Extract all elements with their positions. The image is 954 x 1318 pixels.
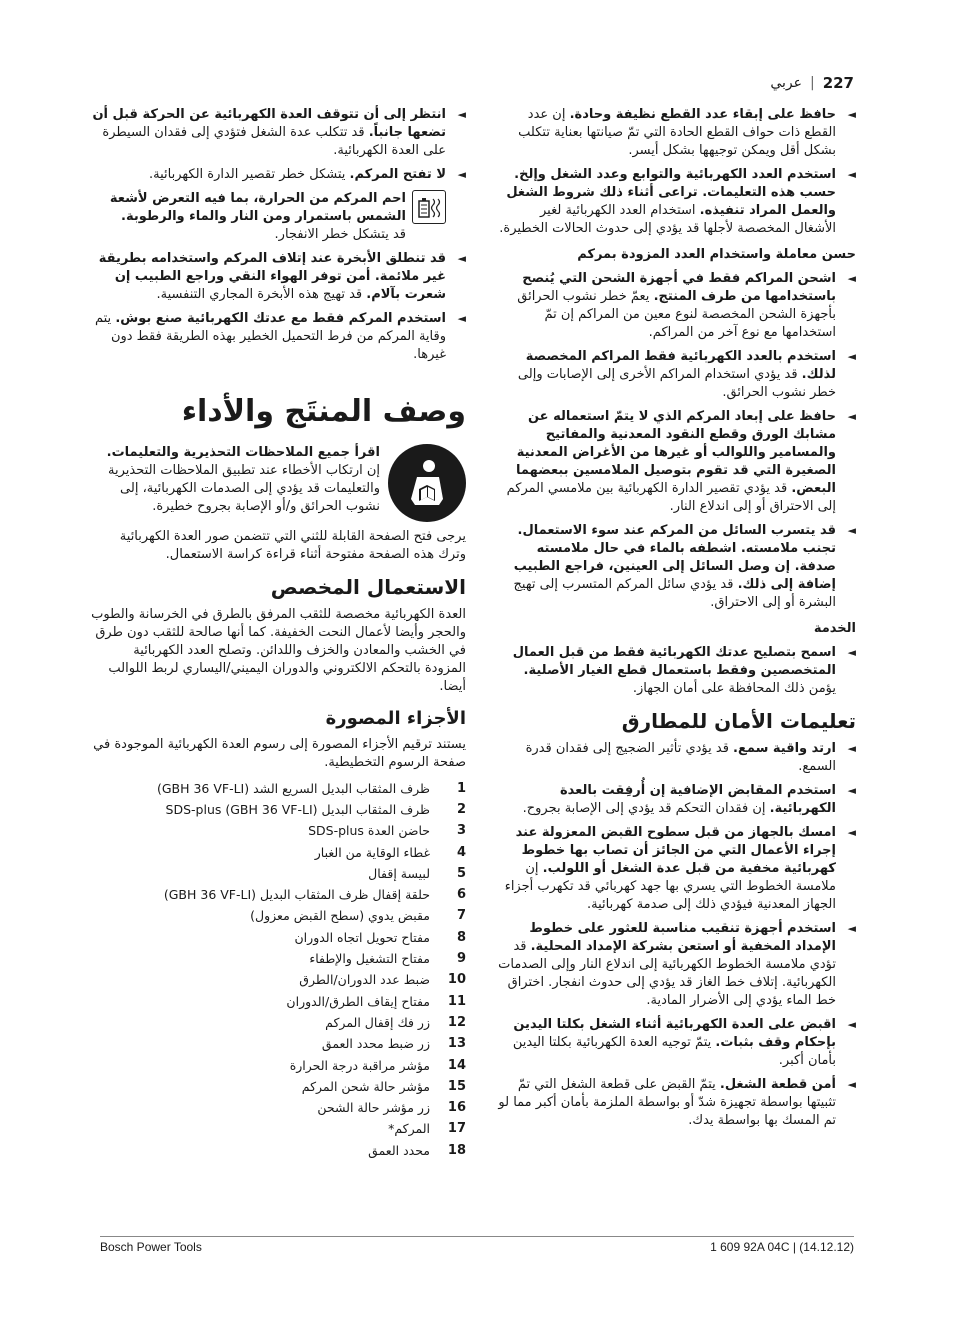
part-item (90, 821, 466, 842)
triangle-bullet-icon: ◄ (457, 312, 466, 325)
part-label: مقبض يدوي (سطح القبض معزول) (250, 908, 430, 924)
part-number: 3 (456, 823, 466, 839)
bullet-bold: ارتد واقية سمع. (733, 741, 836, 756)
triangle-bullet-icon: ◄ (847, 524, 856, 537)
triangle-bullet-icon: ◄ (847, 272, 856, 285)
part-item (90, 970, 466, 991)
part-label: زر مؤشر حالة الشحن (317, 1100, 430, 1116)
bullet-item (496, 920, 856, 1010)
part-number: 9 (456, 951, 466, 967)
battery-heading: حسن معاملة واستخدام العدد المزودة بمركم (577, 247, 856, 262)
bullet-text: يتمّ توجيه العدة الكهربائية بكلتا اليدين بأمان أكبر. (512, 1035, 836, 1068)
part-label: حلقة إقفال ظرف المثقاب البديل (GBH 36 VF-LI) (163, 887, 430, 903)
triangle-bullet-icon: ◄ (457, 252, 466, 265)
bullet-item (90, 310, 466, 364)
bullet-item (496, 1016, 856, 1070)
bullet-text: يتمّ القبض على قطعة الشغل التي تمّ تثبيتها بواسطة تجهيزة شدّ أو بواسطة الملزمة بأمان أكبر مما لو تم المسك بها بواسطة يدك. (498, 1077, 836, 1128)
triangle-bullet-icon: ◄ (457, 108, 466, 121)
part-label: لبيسة إقفال (368, 865, 430, 881)
bullet-text: قد تؤدي ملامسة الخطوط الكهربائية إلى اندلاع النار وإلى الصدمات الكهربائية. إتلاف خط الغاز قد يؤدي إلى حدوث انفجار. اختراق خط الماء يؤدي إلى الأضرار المادية. (498, 939, 836, 1008)
triangle-bullet-icon: ◄ (847, 826, 856, 839)
bullet-bold: استخدم العدد الكهربائية والتوابع وعدد الشغل وإلخ. حسب هذه التعليمات. تراعى أثناء ذلك شروط الشغل والعمل المراد تنفيذه. (506, 167, 836, 218)
part-label: مفتاح إيقاف الطرق/الدوران (286, 993, 430, 1009)
bullet-item (496, 348, 856, 402)
bullet-group-battery (496, 270, 856, 612)
part-item (90, 991, 466, 1012)
part-item (90, 799, 466, 820)
part-number: 6 (456, 887, 466, 903)
part-item (90, 948, 466, 969)
bullet-item (496, 166, 856, 238)
part-item (90, 1140, 466, 1161)
part-number: 15 (447, 1078, 466, 1094)
bullet-bold: حافظ على إبعاد المركم الذي لا يتمّ استعماله عن مشابك الورق وقطع النقود المعدنية والمفاتيح والمسامير واللوالب أو غيرها من الأغراض المعدنية الصغيرة التي قد تقوم بتوصيل الملامسين ببعضهما البعض. (516, 409, 836, 496)
bullet-bold: قد تنطلق الأبخرة عند إتلاف المركم واستخدامه بطريقة غير ملائمة. أمن توفر الهواء النقي وراجع الطبيب إن شعرت بآلام. (98, 251, 446, 302)
part-number: 17 (447, 1121, 466, 1137)
right-column (496, 106, 856, 1136)
bullet-open-battery (90, 166, 466, 184)
part-number: 10 (447, 972, 466, 988)
bullet-text: قد تهيج هذه الأبخرة المجاري التنفسية. (156, 287, 367, 302)
bullet-text: قد يؤدي استخدام المراكم الأخرى إلى الإصابات وإلى خطر نشوب الحرائق. (517, 367, 836, 400)
main-section-title: وصف المنتَج والأداء (181, 394, 466, 429)
parts-list (90, 778, 466, 1161)
triangle-bullet-icon: ◄ (847, 646, 856, 659)
part-number: 11 (447, 993, 466, 1009)
part-number: 5 (456, 865, 466, 881)
footer-divider (100, 1236, 854, 1237)
part-item (90, 1076, 466, 1097)
part-number: 2 (456, 801, 466, 817)
bullet-text: يتم وقاية المركم من فرط التحميل الخطير بهذه الطريقة فقط دون غيرها. (94, 311, 446, 362)
bullet-item (496, 782, 856, 818)
heat-warning-icon (412, 190, 446, 224)
intended-use-text: العدة الكهربائية مخصصة للثقب المرفق بالطرق في الخرسانة والطوب والحجر وأيضا لأعمال النحت الخفيفة. كما أنها صالحة للثقب دون طرق في الخشب والمعادن والخزف واللدائن. وتصلح العدد الكهربائية المزودة بالتحكم الالكتروني والدوران اليميني/اليساري لربط اللوالب أيضا. (91, 607, 466, 694)
part-item (90, 863, 466, 884)
bullet-bold: اسمح بتصليح عدتك الكهربائية فقط من قبل العمال المتخصصين وفقط باستعمال قطع الغيار الأصلية. (512, 645, 836, 678)
part-item (90, 1012, 466, 1033)
bullet-bold: لا تفتح المركم. (349, 167, 446, 182)
bullet-bold: احم المركم من الحرارة، بما فيه التعرض لأشعة الشمس باستمرار ومن النار والماء والرطوبة. (109, 191, 406, 224)
bullet-text: يتشكل خطر تقصير الدارة الكهربائية. (149, 167, 350, 182)
part-number: 14 (447, 1057, 466, 1073)
service-heading: الخدمة (813, 621, 856, 636)
part-label: غطاء الوقاية من الغبار (314, 844, 430, 860)
part-item (90, 906, 466, 927)
bullet-bold: امسك بالجهاز من قبل سطوح القبض المعزولة عند إجراء الأعمال التي من الجائز أن تصاب بها خطوط كهربائية مخفية من قبل عدة الشغل أو اللولب. (515, 825, 836, 876)
triangle-bullet-icon: ◄ (847, 784, 856, 797)
part-number: 16 (447, 1100, 466, 1116)
warning-text: إن ارتكاب الأخطاء عند تطبيق الملاحظات التحذيرية والتعليمات قد يؤدي إلى الصدمات الكهربائية، إلى نشوب الحرائق و/أو الإصابة بجروح خطيرة. (108, 463, 380, 514)
bullet-text: إن عدد القطع ذات حواف القطع الحادة التي تمّ صيانتها بعناية تتكلب بشكل أقل ويمكن توجيهها بشكل أيسر. (518, 107, 836, 158)
footer-brand: Bosch Power Tools (100, 1240, 202, 1254)
bullet-bold: أمن قطعة الشغل. (719, 1077, 836, 1092)
read-instructions-warning (90, 444, 466, 522)
triangle-bullet-icon: ◄ (847, 1018, 856, 1031)
triangle-bullet-icon: ◄ (847, 1078, 856, 1091)
header-separator: | (809, 75, 815, 91)
page-number: 227 (822, 74, 854, 92)
bullet-text: قد يؤدي تأثير الضجيج إلى فقدان قدرة السمع. (525, 741, 836, 774)
bullet-bold: انتظر إلى أن تتوقف العدة الكهربائية عن الحركة قبل أن تضعها جانباً. (92, 107, 446, 140)
bullet-item (496, 522, 856, 612)
part-item (90, 927, 466, 948)
bullet-wait (90, 106, 466, 160)
bullet-item (496, 270, 856, 342)
triangle-bullet-icon: ◄ (847, 410, 856, 423)
bullet-bold: استخدم المقابض الإضافية إن أُرفِقت بالعدة الكهربائية. (559, 783, 836, 816)
part-number: 8 (456, 929, 466, 945)
part-number: 12 (447, 1014, 466, 1030)
bullet-group-hammer (496, 740, 856, 1130)
part-label: ضبط عدد الدوران/الطرق (299, 972, 430, 988)
heat-warning (104, 190, 446, 244)
part-label: المركم* (388, 1121, 430, 1137)
part-label: ظرف المثقاب البديل SDS-plus (GBH 36 VF-LI) (165, 801, 430, 817)
intended-use-heading: الاستعمال المخصص (270, 575, 466, 599)
part-item (90, 778, 466, 799)
bullet-text: قد تتكلب عدة الشغل فتؤدي إلى فقدان السيطرة على العدة الكهربائية. (102, 125, 446, 158)
page-header (770, 74, 854, 92)
fold-page-paragraph: يرجى فتح الصفحة القابلة للثني التي تتضمن صور العدة الكهربائية وترك هذه الصفحة مفتوحة أثناء قراءة كراسة الاستعمال. (119, 529, 466, 562)
footer-doc-id: 1 609 92A 04C | (14.12.12) (710, 1240, 854, 1254)
bullet-item (496, 824, 856, 914)
part-number: 13 (447, 1036, 466, 1052)
part-item (90, 884, 466, 905)
part-number: 1 (456, 780, 466, 796)
bullet-bold: استخدم المركم فقط مع عدتك الكهربائية صنع بوش. (115, 311, 446, 326)
bullet-bold: استخدم أجهزة تنقيب مناسبة للعثور على خطوط الإمداد المخفية أو استعن بشركة الإمداد المحلية. (529, 921, 836, 954)
bullet-item (496, 408, 856, 516)
triangle-bullet-icon: ◄ (847, 350, 856, 363)
bullet-text: قد يؤدي سائل المركم المتسرب إلى تهيج البشرة أو إلى الاحتراق. (513, 577, 836, 610)
triangle-bullet-icon: ◄ (847, 108, 856, 121)
read-instructions-text (90, 444, 380, 516)
part-number: 4 (456, 844, 466, 860)
parts-intro: يستند ترقيم الأجزاء المصورة إلى رسوم العدة الكهربائية الموجودة في صفحة الرسوم التخطيطية. (93, 737, 466, 770)
part-label: مفتاح تحويل اتجاه الدوران (294, 929, 430, 945)
hammer-safety-heading: تعليمات الأمان للمطارق (621, 709, 856, 733)
bullet-item (496, 1076, 856, 1130)
part-item (90, 1119, 466, 1140)
bullet-text: قد يتشكل خطر الانفجار. (274, 227, 406, 242)
bullet-group-service (496, 644, 856, 698)
bullet-text: يعمّ خطر نشوب الحرائق بأجهزة الشحن المخصصة لنوع معين من المراكم إن تمّ استخدامها مع نوع آخر من المراكم. (517, 289, 836, 340)
bullet-bold: اقبض على العدة الكهربائية أثناء الشغل بكلتا اليدين بإحكام وقف بثبات. (513, 1017, 836, 1050)
left-column (90, 106, 466, 1161)
read-manual-icon (388, 444, 466, 522)
part-number: 7 (456, 908, 466, 924)
bullet-text: إن فقدان التحكم قد يؤدي إلى الإصابة بجروح. (522, 801, 770, 816)
part-label: مفتاح التشغيل والإطفاء (309, 951, 430, 967)
bullet-text: إن ملامسة الخطوط التي يسري بها جهد كهربائي قد تكهرب أجزاء الجهاز المعدنية فيؤدي ذلك إلى صدمة كهربائية. (504, 861, 836, 912)
part-item (90, 842, 466, 863)
triangle-bullet-icon: ◄ (847, 922, 856, 935)
part-label: محدد العمق (368, 1142, 430, 1158)
bullet-text: يؤمن ذلك المحافظة على أمان الجهاز. (632, 681, 836, 696)
bullet-group-battery-2 (90, 250, 466, 364)
page-language: عربي (770, 75, 802, 91)
part-item (90, 1097, 466, 1118)
bullet-bold: استخدم بالعدد الكهربائية فقط المراكم المخصصة لذلك. (525, 349, 836, 382)
triangle-bullet-icon: ◄ (847, 742, 856, 755)
part-label: حاضن العدة SDS-plus (308, 823, 430, 839)
bullet-item (90, 250, 466, 304)
triangle-bullet-icon: ◄ (847, 168, 856, 181)
bullet-group-tools (496, 106, 856, 238)
part-item (90, 1034, 466, 1055)
part-label: مؤشر مراقبة درجة الحرارة (289, 1057, 430, 1073)
bullet-bold: اشحن المراكم فقط في أجهزة الشحن التي يُنصح باستخدامها من طرف المنتج. (522, 271, 836, 304)
bullet-bold: حافظ على إبقاء عدد القطع نظيفة وحادة. (569, 107, 836, 122)
triangle-bullet-icon: ◄ (457, 168, 466, 181)
part-label: ظرف المثقاب البديل السريع الشد (GBH 36 VF-LI) (156, 780, 430, 796)
bullet-item (496, 106, 856, 160)
part-label: زر فك إقفال المركم (325, 1014, 430, 1030)
bullet-text: قد يؤدي تقصير الدارة الكهربائية بين ملامسي المركم إلى الاحتراق أو إلى اندلاع النار. (506, 481, 836, 514)
part-label: زر ضبط محدد العمق (321, 1036, 430, 1052)
warning-bold: اقرأ جميع الملاحظات التحذيرية والتعليمات. (106, 445, 380, 460)
bullet-text: استخدام العدد الكهربائية لغير الأشغال المخصصة لأجلها قد يؤدي إلى حدوث الحالات الخطيرة. (499, 203, 836, 236)
part-item (90, 1055, 466, 1076)
part-label: مؤشر حالة شحن المركم (301, 1078, 430, 1094)
bullet-item (496, 740, 856, 776)
part-number: 18 (447, 1142, 466, 1158)
bullet-item (496, 644, 856, 698)
parts-heading: الأجزاء المصورة (325, 708, 466, 729)
bullet-bold: قد يتسرب السائل من المركم عند سوء الاستعمال. تجنب ملامسته. اشطفه بالماء في حال ملامسته صدفة. إن وصل السائل إلى العينين، فراجع الطبيب إضافة إلى ذلك. (513, 523, 836, 592)
